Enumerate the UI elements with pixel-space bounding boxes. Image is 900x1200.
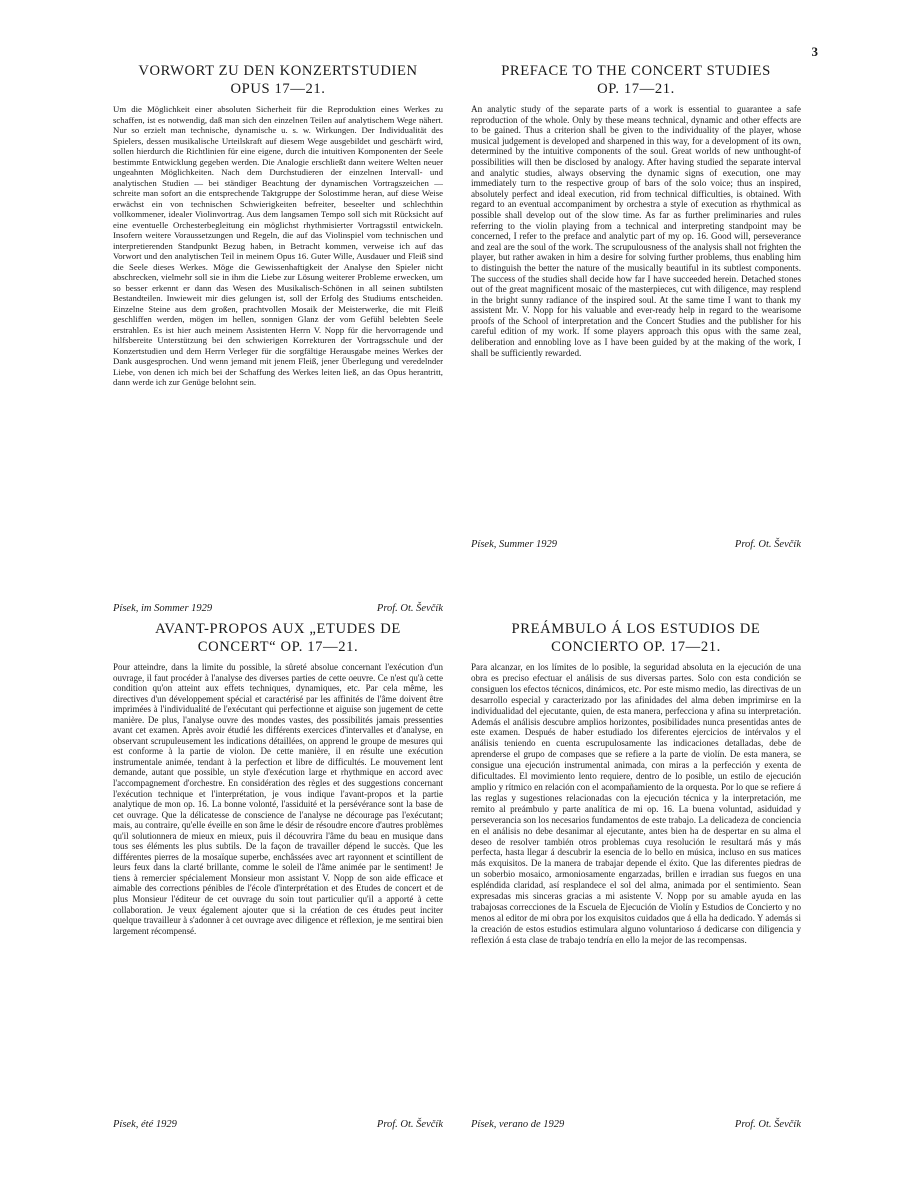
place-date: Písek, im Sommer 1929 [113, 603, 213, 614]
signature-line [471, 538, 801, 552]
section-title: PREÁMBULO Á LOS ESTUDIOS DE [511, 621, 761, 637]
section-subtitle: CONCERT“ OP. 17—21. [197, 639, 359, 655]
preface-english [471, 62, 801, 552]
author-signature: Prof. Ot. Ševčík [734, 539, 801, 550]
section-subtitle: CONCIERTO OP. 17—21. [551, 639, 721, 655]
author-signature: Prof. Ot. Ševčík [376, 1119, 443, 1130]
preface-french [113, 620, 443, 1150]
page-number: 3 [811, 44, 818, 59]
section-body: Um die Möglichkeit einer absoluten Sicherheit für die Reproduktion eines Werkes zu schaffen, ist es notwendig, daß man sich den einzelnen Teilen auf analytischem Wege nähert. Nur so erzielt man technische, dynamische u. s. w. Wirkungen. Der Individualität des Spielers, dessen musikalische Urteilskraft auf diesem Wege ausgebildet und geschärft wird, sollen hierdurch die Richtlinien für eine eigene, durch die intuitiven Komponenten der Seele bestimmte Entwicklung gegeben werden. Die Analogie erschließt dann weitere Welten neuer ungeahnten Möglichkeiten. Nach dem Durchstudieren der einzelnen Intervall- und analytischen Studien — bei ständiger Beachtung der dynamischen Vortragszeichen — schreite man sofort an die entsprechende Taktgruppe der Solostimme heran, auf diese Weise erwächst ein von technischen Schwierigkeiten befreiter, beseelter und schlechthin vollkommener, idealer Violinvortrag. Aus dem langsamen Tempo soll sich mit Rücksicht auf eine eventuelle Orchesterbegleitung ein möglichst rhythmisierter Vortragsstil entwickeln. Insofern weitere Voraussetzungen und Regeln, die auf das Violinspiel vom technischen und interpretierenden Standpunkt Bezug haben, in Betracht kommen, verweise ich auf das Vorwort und den analytischen Teil in meinem Opus 16. Guter Wille, Ausdauer und Fleiß sind die Seele dieses Werkes. Möge die Gewissenhaftigkeit der Analyse den Spieler nicht abschrecken, vielmehr soll sie in ihm die Liebe zur Lösung weiterer Probleme erwecken, um so besser erkennt er dann das Wesen des Musikalisch-Schönen in all seinen subtilsten Bestandteilen. Inwieweit mir dies gelungen ist, soll der Erfolg des Studiums entscheiden. Einzelne Steine aus dem großen, prachtvollen Mosaik der Meisterwerke, die mit Fleiß geschliffen werden, mögen im hellen, sonnigen Glanz der vom Gefühl belebten Seele erstrahlen. Es ist hier auch meinem Assistenten Herrn V. Nopp für die hervorragende und hilfsbereite Unterstützung bei den schwierigen Korrekturen der Vortragsschule und der Konzertstudien und dem Herrn Verleger für die sorgfältige Herausgabe meines Werkes der Dank ausgesprochen. Und wenn jemand mit jenem Fleiß, jener Überlegung und veredelnder Liebe, von denen ich mich bei der Schaffung des Werkes leiten ließ, an das Opus herantritt, dann werde ich zur Genüge belohnt sein. [113, 104, 443, 387]
section-body: Para alcanzar, en los límites de lo posible, la seguridad absoluta en la ejecución de una obra es preciso efectuar el análisis de sus diversas partes. Solo con esta condición se consiguen los efectos técnicos, dinámicos, etc. Por este mismo medio, las directivas de un desarrollo especial y caracterizado por las afinidades del alma deben imprimirse en la individualidad del ejecutante, quien, de esta manera, perfecciona y afina su interpretación. Además el análisis descubre amplios horizontes, posibilidades nunca presentidas antes de este examen. Después de haber estudiado los diferentes ejercicios de intérvalos y el análisis teniendo en cuenta escrupulosamente las indicaciones detalladas, debe de aprenderse el grupo de compases que se refiere a la parte de violín. De esta manera, se consigue una ejecución instrumental animada, con miras a la perfección y exenta de dificultades. El movimiento lento requiere, dentro de lo posible, un estilo de ejecución amplio y rítmico en relación con el acompañamiento de la orquesta. Por lo que se refiere á las reglas y sugestiones relacionadas con la ejecución técnica y la interpretación, me remito al preámbulo y parte analítica de mi op. 16. La buena voluntad, asiduidad y perseverancia son los necesarios fundamentos de este trabajo. La delicadeza de conciencia en el análisis no debe desanimar al ejecutante, antes bien ha de despertar en su alma el deseo de resolver también otros problemas cuya resolución le resultará más y más perfecta, hasta llegar á descubrir la esencia de lo bello en música, incluso en sus matices más exquisitos. De la manera de trabajar depende el éxito. Que las diferentes piedras de un soberbio mosaico, armoniosamente engarzadas, brillen e irradian sus fuegos en una espléndida claridad, así resplandece el sol del alma, animada por el sentimiento. Sean expresadas mis sinceras gracias a mi asistente V. Nopp por su amable ayuda en las trabajosas correcciones de la Escuela de Ejecución de Violín y Estudios de Concierto y no menos al editor de mi obra por los exquisitos cuidados que á ella ha dedicado. Y además si la creación de estos estudios estimulara alguno voluntarioso á dedicarse con diligencia y reflexión á esta clase de trabajo tendría en ello la mejor de las recompensas. [471, 662, 801, 945]
section-body: An analytic study of the separate parts of a work is essential to guarantee a safe reproduction of the whole. Only by these means technical, dynamic and other effects are to be gained. Thus a criterion shall be given to the individuality of the player, whose musical judgement is developed and sharpened in this way, for a development of its own, determined by the intuitive components of the soul. Great worlds of new unthought-of possibilities will then be disclosed by analogy. After having studied the separate interval and analytic studies, always observing the dynamic signs of execution, one may immediately turn to the respective group of bars of the solo voice; thus an inspired, absolutely perfect and ideal execution, rid from technical difficulties, is obtained. With regard to an eventual accompaniment by orchestra a style of execution as rhythmical as possible shall develop out of the slow time. As far as further preliminaries and rules referring to the violin playing from a technical and interpreting standpoint may be concerned, I refer to the preface and analytic part of my op. 16. Good will, perseverance and zeal are the soul of the work. The scrupulousness of the analysis shall not frighten the player, but rather awaken in him a desire for solving further problems, thus enabling him to distinguish the better the nature of the musically beautiful in its subtlest components. The success of the studies shall decide how far I have succeeded herein. Detached stones out of the great magnificent mosaic of the masterpieces, cut with diligence, may resplend in the bright sunny radiance of the inspired soul. At the same time I want to thank my assistent Mr. V. Nopp for his valuable and ever-ready help in regard to the wearisome proofs of the School of interpretation and the Concert Studies and the publisher for his careful edition of my work. If some players approach this opus with the same zeal, deliberation and ennobling love as I have been guided by at the making of the work, I shall be sufficiently rewarded. [471, 104, 801, 358]
author-signature: Prof. Ot. Ševčík [734, 1119, 801, 1130]
signature-line [471, 1118, 801, 1132]
signature-line [113, 602, 443, 616]
section-body: Pour atteindre, dans la limite du possible, la sûreté absolue concernant l'exécution d'un ouvrage, il faut procéder à l'analyse des diverses parties de cette oeuvre. Ce n'est qu'à cette condition qu'on atteint aux effets techniques, dynamiques, etc. Par cela même, les directives d'un développement spécial et caractérisé par les affinités de l'âme doivent être imprimées à l'individualité de l'exécutant qui perfectionne et aiguise son jugement de cette manière. De plus, l'analyse ouvre des mondes vastes, des possibilités jamais pressenties avant cet examen. Après avoir étudié les différents exercices d'intervalles et d'analyse, en observant scrupuleusement les indications détaillées, on apprend le groupe de mesures qui est conforme à la partie de violon. De cette manière, il en résulte une exécution instrumentale animée, tendant à la perfection et libre de difficultés. Le mouvement lent demande, autant que possible, un style d'exécution large et rhythmique en accord avec l'accompagnement d'orchestre. En considération des règles et des suggestions concernant l'exécution technique et l'interprétation, je vous indique l'avant-propos et la partie analytique de mon op. 16. La bonne volonté, l'assiduité et la persévérance sont la base de cet ouvrage. Que la délicatesse de conscience de l'analyse ne décourage pas l'exécutant; mais, au contraire, qu'elle éveille en son âme le désir de résoudre encore d'autres problèmes qu'il solutionnera de mieux en mieux, puis il découvrira l'âme du beau en musique dans tous ses éléments les plus subtils. De la façon de travailler dépend le succès. Que les différentes pierres de la mosaïque superbe, enchâssées avec art rayonnent et scintillent de leurs feux dans la clarté brillante, comme le soleil de l'âme animée par le sentiment! Je tiens à remercier spécialement Monsieur mon assistant V. Nopp de son aide efficace et aimable des corrections pénibles de l'école d'interprétation et des Etudes de concert et de plus Monsieur l'éditeur de cet ouvrage du soin tout particulier qu'il a apporté à cette collaboration. Je veux également ajouter que si la création de ces études peut inciter quelque travailleur à s'adonner à cet ouvrage avec diligence et réflexion, je me sentirai bien largement récompensé. [113, 662, 443, 936]
section-title: VORWORT ZU DEN KONZERTSTUDIEN [138, 63, 418, 79]
author-signature: Prof. Ot. Ševčík [376, 603, 443, 614]
section-title: PREFACE TO THE CONCERT STUDIES [501, 63, 771, 79]
preface-german [113, 62, 443, 622]
section-title: AVANT-PROPOS AUX „ETUDES DE [155, 621, 401, 637]
section-subtitle: OPUS 17—21. [230, 81, 326, 97]
section-subtitle: OP. 17—21. [597, 81, 675, 97]
preface-spanish [471, 620, 801, 1150]
place-date: Písek, été 1929 [113, 1119, 177, 1130]
signature-line [113, 1118, 443, 1132]
place-date: Písek, Summer 1929 [471, 539, 558, 550]
place-date: Písek, verano de 1929 [471, 1119, 565, 1130]
